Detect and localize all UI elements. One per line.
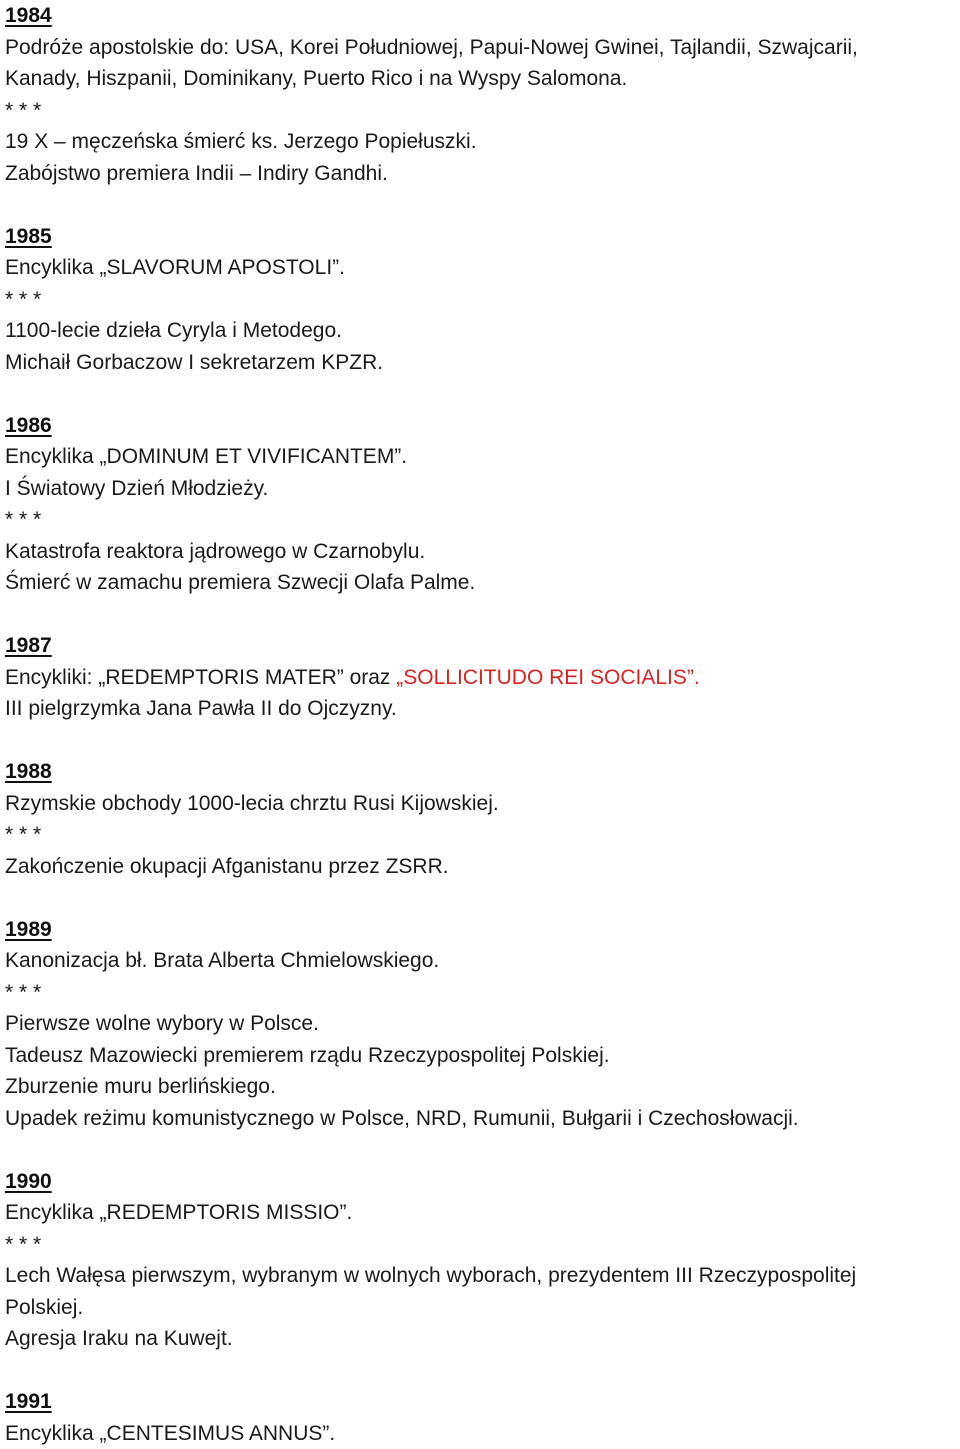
timeline-entry: Encyklika „REDEMPTORIS MISSIO”. [5, 1197, 960, 1229]
timeline-entry: Śmierć w zamachu premiera Szwecji Olafa Palme. [5, 567, 960, 599]
section-separator: * * * [5, 284, 960, 316]
timeline-entry: Upadek reżimu komunistycznego w Polsce, NRD, Rumunii, Bułgarii i Czechosłowacji. [5, 1103, 960, 1135]
entry-text: Encykliki: „REDEMPTORIS MATER” oraz [5, 666, 396, 689]
timeline-entry: Polskiej. [5, 1292, 960, 1324]
timeline-entry: Podróże apostolskie do: USA, Korei Południowej, Papui-Nowej Gwinei, Tajlandii, Szwajcarii, [5, 32, 960, 64]
year-heading-1988: 1988 [5, 756, 960, 788]
timeline-entry [5, 662, 960, 694]
year-heading-1985: 1985 [5, 221, 960, 253]
timeline-entry: I Światowy Dzień Młodzieży. [5, 473, 960, 505]
spacer [5, 1355, 960, 1387]
spacer [5, 378, 960, 410]
timeline-entry: Pierwsze wolne wybory w Polsce. [5, 1008, 960, 1040]
timeline-entry: Zabójstwo premiera Indii – Indiry Gandhi. [5, 158, 960, 190]
section-separator: * * * [5, 95, 960, 127]
timeline-entry: Encyklika „CENTESIMUS ANNUS”. [5, 1418, 960, 1449]
year-heading-1990: 1990 [5, 1166, 960, 1198]
year-heading-1984: 1984 [5, 0, 960, 32]
timeline-entry: Lech Wałęsa pierwszym, wybranym w wolnych wyborach, prezydentem III Rzeczypospolitej [5, 1260, 960, 1292]
timeline-entry: Katastrofa reaktora jądrowego w Czarnobylu. [5, 536, 960, 568]
year-heading-1987: 1987 [5, 630, 960, 662]
year-heading-1986: 1986 [5, 410, 960, 442]
timeline-entry: Michaił Gorbaczow I sekretarzem KPZR. [5, 347, 960, 379]
highlighted-encyclical-title: „SOLLICITUDO REI SOCIALIS”. [396, 666, 699, 689]
timeline-document [5, 0, 960, 1449]
spacer [5, 725, 960, 757]
timeline-entry: 1100-lecie dzieła Cyryla i Metodego. [5, 315, 960, 347]
timeline-entry: III pielgrzymka Jana Pawła II do Ojczyzny. [5, 693, 960, 725]
timeline-entry: Zburzenie muru berlińskiego. [5, 1071, 960, 1103]
timeline-entry: Rzymskie obchody 1000-lecia chrztu Rusi Kijowskiej. [5, 788, 960, 820]
timeline-entry: 19 X – męczeńska śmierć ks. Jerzego Popiełuszki. [5, 126, 960, 158]
timeline-entry: Encyklika „DOMINUM ET VIVIFICANTEM”. [5, 441, 960, 473]
spacer [5, 1134, 960, 1166]
year-heading-1991: 1991 [5, 1386, 960, 1418]
section-separator: * * * [5, 977, 960, 1009]
spacer [5, 189, 960, 221]
year-heading-1989: 1989 [5, 914, 960, 946]
timeline-entry: Kanady, Hiszpanii, Dominikany, Puerto Rico i na Wyspy Salomona. [5, 63, 960, 95]
timeline-entry: Tadeusz Mazowiecki premierem rządu Rzeczypospolitej Polskiej. [5, 1040, 960, 1072]
timeline-entry: Zakończenie okupacji Afganistanu przez ZSRR. [5, 851, 960, 883]
timeline-entry: Encyklika „SLAVORUM APOSTOLI”. [5, 252, 960, 284]
section-separator: * * * [5, 819, 960, 851]
section-separator: * * * [5, 1229, 960, 1261]
timeline-entry: Agresja Iraku na Kuwejt. [5, 1323, 960, 1355]
spacer [5, 882, 960, 914]
timeline-entry: Kanonizacja bł. Brata Alberta Chmielowskiego. [5, 945, 960, 977]
section-separator: * * * [5, 504, 960, 536]
spacer [5, 599, 960, 631]
